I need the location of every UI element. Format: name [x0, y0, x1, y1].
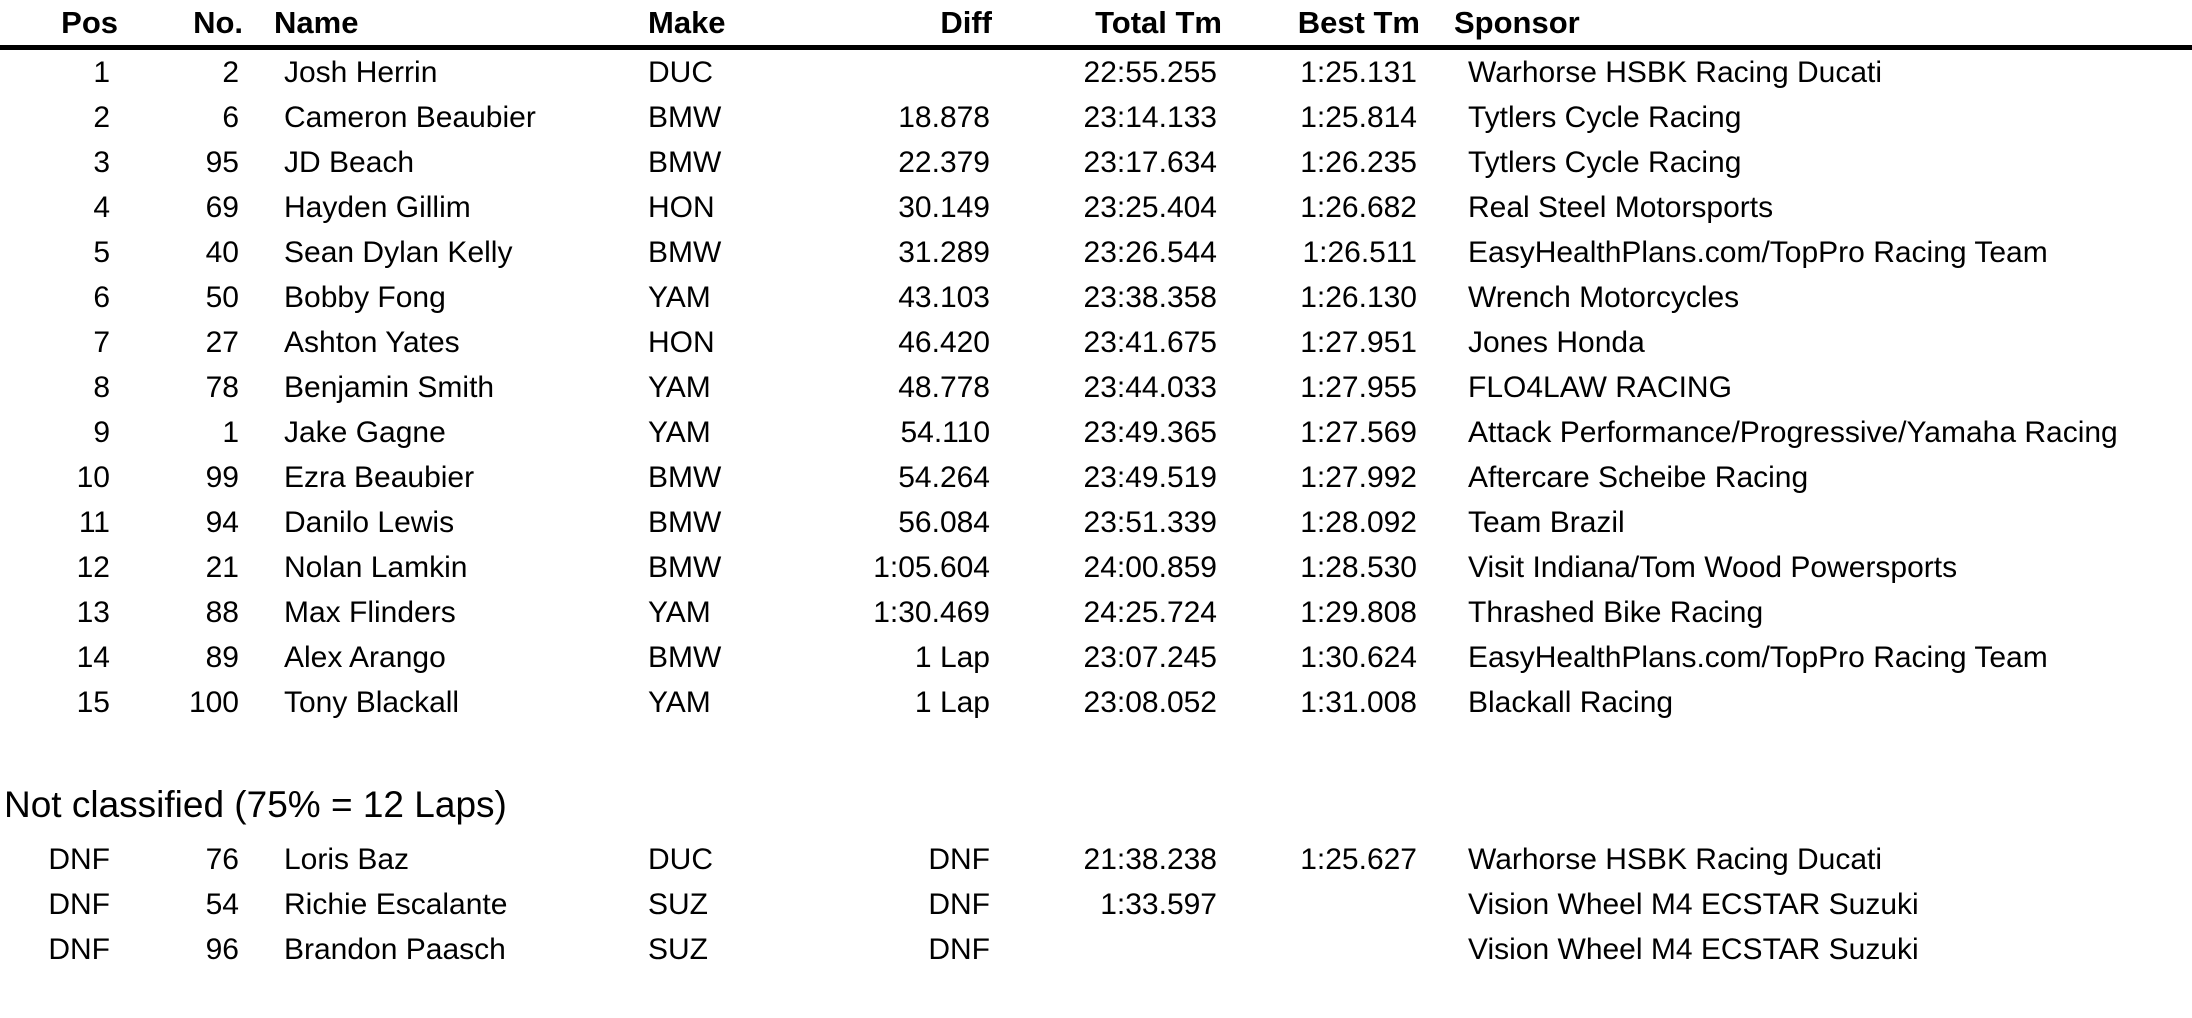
total-tm-cell: 22:55.255 — [1083, 56, 1217, 89]
total-tm-cell: 23:38.358 — [1083, 281, 1217, 314]
pos-cell: 12 — [76, 551, 110, 584]
pos-cell: DNF — [48, 888, 110, 921]
name-cell: Sean Dylan Kelly — [284, 236, 513, 269]
diff-cell: 1:30.469 — [873, 596, 990, 629]
total-tm-cell: 23:07.245 — [1083, 641, 1217, 674]
best-tm-cell: 1:27.951 — [1300, 326, 1417, 359]
results-table-header — [0, 0, 2192, 48]
sponsor-cell: Thrashed Bike Racing — [1468, 596, 1764, 629]
best-tm-cell: 1:26.235 — [1300, 146, 1417, 179]
no-cell: 27 — [205, 326, 239, 359]
total-tm-cell: 23:14.133 — [1083, 101, 1217, 134]
table-row — [0, 365, 2192, 410]
pos-cell: 8 — [93, 371, 110, 404]
total-tm-cell: 23:26.544 — [1083, 236, 1217, 269]
total-tm-cell: 23:51.339 — [1083, 506, 1217, 539]
table-row — [0, 882, 2192, 927]
make-cell: DUC — [648, 56, 713, 89]
total-tm-cell: 21:38.238 — [1083, 843, 1217, 876]
diff-cell: 48.778 — [898, 371, 990, 404]
col-header-best-tm: Best Tm — [1222, 0, 1420, 48]
name-cell: Hayden Gillim — [284, 191, 471, 224]
pos-cell: 2 — [93, 101, 110, 134]
sponsor-cell: Real Steel Motorsports — [1468, 191, 1774, 224]
total-tm-cell: 1:33.597 — [1100, 888, 1217, 921]
pos-cell: 5 — [93, 236, 110, 269]
best-tm-cell: 1:26.130 — [1300, 281, 1417, 314]
pos-cell: DNF — [48, 933, 110, 966]
diff-cell: 22.379 — [898, 146, 990, 179]
no-cell: 76 — [205, 843, 239, 876]
no-cell: 50 — [205, 281, 239, 314]
not-classified-table — [0, 837, 2192, 972]
total-tm-cell: 24:00.859 — [1083, 551, 1217, 584]
sponsor-cell: Tytlers Cycle Racing — [1468, 101, 1742, 134]
col-header-no: No. — [118, 0, 243, 48]
name-cell: Jake Gagne — [284, 416, 446, 449]
pos-cell: 15 — [76, 686, 110, 719]
name-cell: Ashton Yates — [284, 326, 460, 359]
table-row — [0, 185, 2192, 230]
name-cell: Alex Arango — [284, 641, 446, 674]
total-tm-cell: 23:08.052 — [1083, 686, 1217, 719]
pos-cell: DNF — [48, 843, 110, 876]
make-cell: BMW — [648, 236, 722, 269]
total-tm-cell: 23:49.519 — [1083, 461, 1217, 494]
no-cell: 69 — [205, 191, 239, 224]
total-tm-cell: 23:49.365 — [1083, 416, 1217, 449]
make-cell: BMW — [648, 506, 722, 539]
diff-cell: 43.103 — [898, 281, 990, 314]
name-cell: Cameron Beaubier — [284, 101, 536, 134]
classified-rows — [0, 48, 2192, 726]
sponsor-cell: Vision Wheel M4 ECSTAR Suzuki — [1468, 933, 1919, 966]
make-cell: HON — [648, 191, 715, 224]
no-cell: 1 — [222, 416, 239, 449]
make-cell: YAM — [648, 596, 711, 629]
make-cell: BMW — [648, 551, 722, 584]
table-row — [0, 48, 2192, 96]
total-tm-cell: 23:41.675 — [1083, 326, 1217, 359]
name-cell: Josh Herrin — [284, 56, 438, 89]
no-cell: 54 — [205, 888, 239, 921]
best-tm-cell: 1:28.092 — [1300, 506, 1417, 539]
no-cell: 88 — [205, 596, 239, 629]
no-cell: 99 — [205, 461, 239, 494]
total-tm-cell: 23:25.404 — [1083, 191, 1217, 224]
sponsor-cell: Blackall Racing — [1468, 686, 1674, 719]
make-cell: YAM — [648, 416, 711, 449]
diff-cell: 56.084 — [898, 506, 990, 539]
header-row — [0, 0, 2192, 48]
make-cell: HON — [648, 326, 715, 359]
name-cell: Bobby Fong — [284, 281, 446, 314]
make-cell: BMW — [648, 146, 722, 179]
diff-cell: 1:05.604 — [873, 551, 990, 584]
sponsor-cell: Aftercare Scheibe Racing — [1468, 461, 1809, 494]
diff-cell: DNF — [928, 843, 990, 876]
sponsor-cell: Tytlers Cycle Racing — [1468, 146, 1742, 179]
no-cell: 40 — [205, 236, 239, 269]
diff-cell: 18.878 — [898, 101, 990, 134]
name-cell: Ezra Beaubier — [284, 461, 475, 494]
diff-cell: 1 Lap — [914, 686, 990, 719]
make-cell: DUC — [648, 843, 713, 876]
best-tm-cell — [1222, 882, 1420, 927]
diff-cell: DNF — [928, 933, 990, 966]
make-cell: SUZ — [648, 888, 708, 921]
sponsor-cell: Vision Wheel M4 ECSTAR Suzuki — [1468, 888, 1919, 921]
sponsor-cell: Wrench Motorcycles — [1468, 281, 1740, 314]
name-cell: Nolan Lamkin — [284, 551, 468, 584]
name-cell: Brandon Paasch — [284, 933, 506, 966]
pos-cell: 14 — [76, 641, 110, 674]
sponsor-cell: Jones Honda — [1468, 326, 1645, 359]
name-cell: Loris Baz — [284, 843, 410, 876]
no-cell: 78 — [205, 371, 239, 404]
pos-cell: 9 — [93, 416, 110, 449]
sponsor-cell: EasyHealthPlans.com/TopPro Racing Team — [1468, 236, 2048, 269]
table-row — [0, 95, 2192, 140]
sponsor-cell: Team Brazil — [1468, 506, 1625, 539]
table-row — [0, 680, 2192, 725]
sponsor-cell: Warhorse HSBK Racing Ducati — [1468, 843, 1883, 876]
name-cell: JD Beach — [284, 146, 415, 179]
no-cell: 89 — [205, 641, 239, 674]
make-cell: BMW — [648, 641, 722, 674]
diff-cell: 1 Lap — [914, 641, 990, 674]
make-cell: YAM — [648, 281, 711, 314]
pos-cell: 6 — [93, 281, 110, 314]
table-row — [0, 927, 2192, 972]
sponsor-cell: FLO4LAW RACING — [1468, 371, 1732, 404]
no-cell: 96 — [205, 933, 239, 966]
no-cell: 6 — [222, 101, 239, 134]
best-tm-cell: 1:27.955 — [1300, 371, 1417, 404]
table-row — [0, 545, 2192, 590]
table-row — [0, 230, 2192, 275]
name-cell: Max Flinders — [284, 596, 456, 629]
make-cell: BMW — [648, 461, 722, 494]
table-row — [0, 455, 2192, 500]
not-classified-heading: Not classified (75% = 12 Laps) — [4, 784, 507, 825]
table-row — [0, 500, 2192, 545]
no-cell: 2 — [222, 56, 239, 89]
pos-cell: 11 — [78, 506, 110, 539]
col-header-sponsor: Sponsor — [1420, 0, 2192, 48]
best-tm-cell — [1222, 927, 1420, 972]
pos-cell: 10 — [76, 461, 110, 494]
no-cell: 95 — [205, 146, 239, 179]
col-header-make: Make — [648, 0, 848, 48]
name-cell: Benjamin Smith — [284, 371, 495, 404]
make-cell: YAM — [648, 371, 711, 404]
diff-cell: 46.420 — [898, 326, 990, 359]
best-tm-cell: 1:26.511 — [1302, 236, 1417, 269]
best-tm-cell: 1:27.569 — [1300, 416, 1417, 449]
best-tm-cell: 1:25.627 — [1300, 843, 1417, 876]
total-tm-cell — [992, 927, 1222, 972]
diff-cell: 31.289 — [898, 236, 990, 269]
pos-cell: 3 — [93, 146, 110, 179]
table-row — [0, 635, 2192, 680]
diff-cell — [848, 48, 992, 96]
diff-cell: 54.264 — [898, 461, 990, 494]
sponsor-cell: Warhorse HSBK Racing Ducati — [1468, 56, 1883, 89]
no-cell: 100 — [188, 686, 239, 719]
total-tm-cell: 23:17.634 — [1083, 146, 1217, 179]
pos-cell: 4 — [93, 191, 110, 224]
name-cell: Richie Escalante — [284, 888, 508, 921]
sponsor-cell: Attack Performance/Progressive/Yamaha Racing — [1468, 416, 2118, 449]
table-row — [0, 140, 2192, 185]
total-tm-cell: 24:25.724 — [1083, 596, 1217, 629]
table-row — [0, 410, 2192, 455]
best-tm-cell: 1:25.814 — [1300, 101, 1417, 134]
best-tm-cell: 1:29.808 — [1300, 596, 1417, 629]
name-cell: Tony Blackall — [284, 686, 460, 719]
best-tm-cell: 1:27.992 — [1300, 461, 1417, 494]
pos-cell: 7 — [93, 326, 110, 359]
no-cell: 94 — [205, 506, 239, 539]
table-row — [0, 837, 2192, 882]
pos-cell: 13 — [76, 596, 110, 629]
name-cell: Danilo Lewis — [284, 506, 455, 539]
sponsor-cell: EasyHealthPlans.com/TopPro Racing Team — [1468, 641, 2048, 674]
best-tm-cell: 1:28.530 — [1300, 551, 1417, 584]
table-row — [0, 320, 2192, 365]
table-row — [0, 590, 2192, 635]
pos-cell: 1 — [93, 56, 110, 89]
best-tm-cell: 1:26.682 — [1300, 191, 1417, 224]
no-cell: 21 — [205, 551, 239, 584]
table-row — [0, 275, 2192, 320]
sponsor-cell: Visit Indiana/Tom Wood Powersports — [1468, 551, 1958, 584]
best-tm-cell: 1:25.131 — [1300, 56, 1417, 89]
best-tm-cell: 1:31.008 — [1300, 686, 1417, 719]
make-cell: SUZ — [648, 933, 708, 966]
make-cell: BMW — [648, 101, 722, 134]
diff-cell: 54.110 — [900, 416, 990, 449]
total-tm-cell: 23:44.033 — [1083, 371, 1217, 404]
diff-cell: DNF — [928, 888, 990, 921]
col-header-total-tm: Total Tm — [992, 0, 1222, 48]
col-header-pos: Pos — [0, 0, 118, 48]
not-classified-rows — [0, 837, 2192, 972]
col-header-name: Name — [243, 0, 648, 48]
diff-cell: 30.149 — [898, 191, 990, 224]
best-tm-cell: 1:30.624 — [1300, 641, 1417, 674]
col-header-diff: Diff — [848, 0, 992, 48]
make-cell: YAM — [648, 686, 711, 719]
